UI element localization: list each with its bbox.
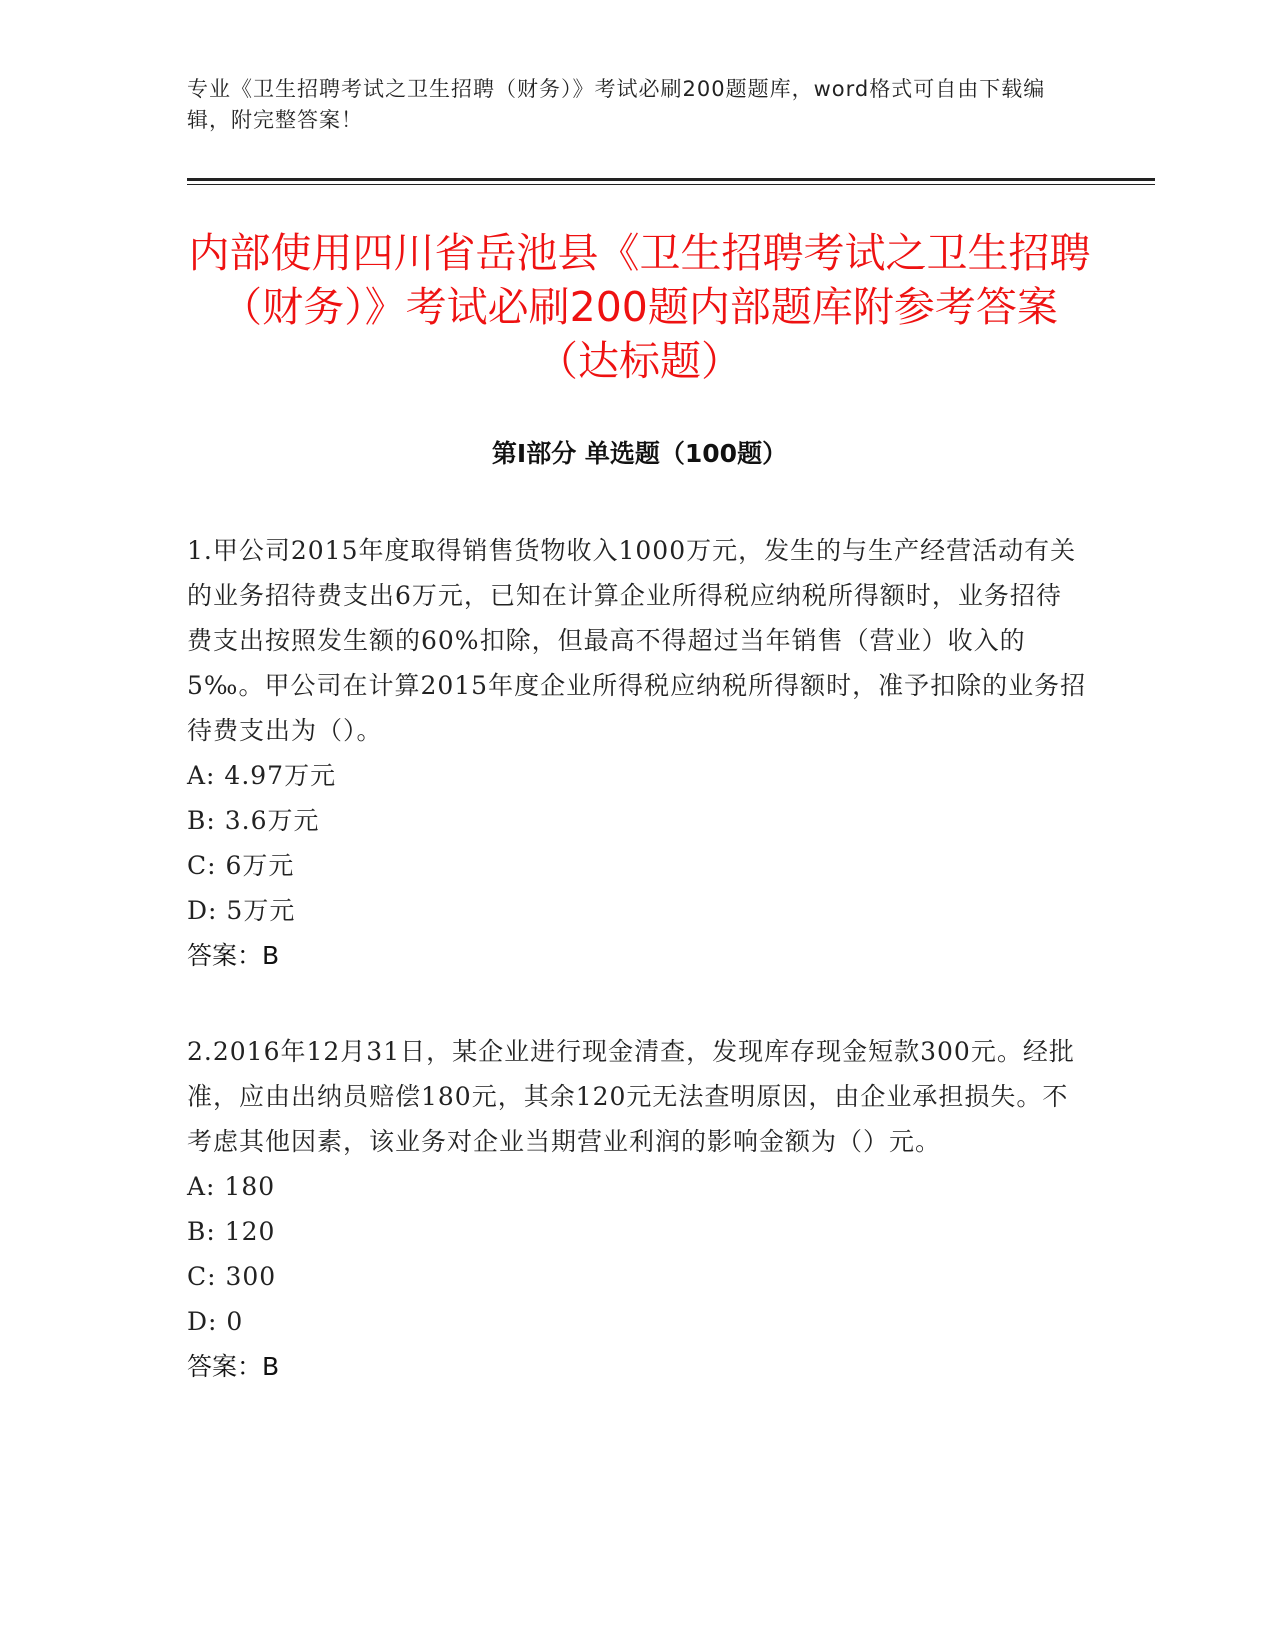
option-d: D: 0 [187,1307,244,1336]
question-2 [187,1029,1087,1389]
header-rule-thick [187,178,1155,181]
option-c: C: 300 [187,1262,277,1291]
option-b: B: 120 [187,1217,276,1246]
header-note: 专业《卫生招聘考试之卫生招聘（财务）》考试必刷200题题库，word格式可自由下载编辑，附完整答案！ [187,77,1046,132]
document-title: 内部使用四川省岳池县《卫生招聘考试之卫生招聘（财务）》考试必刷200题内部题库附参考答案（达标题） [188,229,1091,385]
answer: 答案：B [187,941,280,970]
header-rule-thin [187,184,1155,185]
question-text: 1.甲公司2015年度取得销售货物收入1000万元，发生的与生产经营活动有关的业务招待费支出6万元，已知在计算企业所得税应纳税所得额时，业务招待费支出按照发生额的60%扣除，但最高不得超过当年销售（营业）收入的5‰。甲公司在计算2015年度企业所得税应纳税所得额时，准予扣除的业务招待费支出为（）。 [187,536,1087,745]
option-a: A: 4.97万元 [187,761,337,790]
option-b: B: 3.6万元 [187,806,320,835]
question-text: 2.2016年12月31日，某企业进行现金清查，发现库存现金短款300元。经批准，应由出纳员赔偿180元，其余120元无法查明原因，由企业承担损失。不考虑其他因素，该业务对企业当期营业利润的影响金额为（）元。 [187,1037,1075,1156]
option-a: A: 180 [187,1172,276,1201]
question-1 [187,528,1087,978]
answer: 答案：B [187,1352,280,1381]
option-d: D: 5万元 [187,896,296,925]
section-title: 第Ⅰ部分 单选题（100题） [491,439,788,468]
option-c: C: 6万元 [187,851,295,880]
